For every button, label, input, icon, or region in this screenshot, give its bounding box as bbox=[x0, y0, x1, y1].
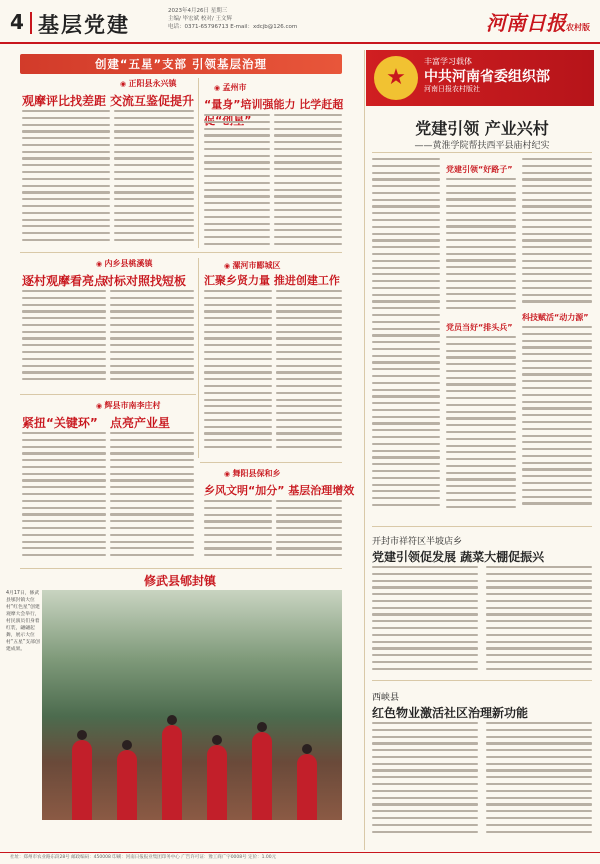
headline: “量身”培训强能力 比学赶超 bbox=[204, 98, 344, 111]
page-header bbox=[0, 0, 600, 44]
article-text bbox=[204, 500, 272, 562]
article-text bbox=[372, 566, 478, 676]
divider bbox=[372, 152, 592, 153]
header-editor: 主编/ 毕宏斌 校对/ 王文辉 bbox=[168, 16, 232, 22]
article-text bbox=[274, 114, 342, 250]
article-kicker: 西峡县 bbox=[372, 693, 400, 703]
promo-line1: 丰富学习载体 bbox=[424, 57, 472, 66]
dancer-figure bbox=[297, 754, 317, 820]
divider bbox=[20, 252, 342, 253]
headline: 对标对照找短板 bbox=[102, 274, 187, 288]
divider bbox=[372, 680, 592, 681]
dancer-figure bbox=[252, 732, 272, 820]
divider bbox=[200, 462, 342, 463]
article-text bbox=[486, 566, 592, 676]
headline: 紧扭“关键环” bbox=[22, 416, 98, 430]
dancer-figure bbox=[117, 750, 137, 820]
page-number: 4 bbox=[10, 10, 24, 34]
article-text bbox=[372, 158, 440, 518]
promo-banner bbox=[366, 50, 594, 106]
headline: 观摩评比找差距 bbox=[22, 94, 107, 108]
article-text bbox=[446, 178, 516, 318]
subheading: 党员当好“排头兵” bbox=[446, 323, 513, 332]
location-label: ◉ 正阳县永兴镇 bbox=[120, 78, 177, 89]
promo-line3: 河南日报农村版社 bbox=[424, 85, 480, 93]
subheading: 科技赋活“动力源” bbox=[522, 313, 589, 322]
page-bar bbox=[30, 12, 32, 34]
article-text bbox=[372, 722, 478, 842]
main-article-title: 党建引领 产业兴村 bbox=[415, 119, 549, 138]
article-text bbox=[22, 432, 106, 562]
header-info bbox=[168, 7, 308, 31]
divider bbox=[372, 526, 592, 527]
article-text bbox=[110, 290, 194, 390]
dancer-figure bbox=[72, 740, 92, 820]
article-text bbox=[276, 500, 342, 562]
article-text bbox=[486, 722, 592, 842]
article-text bbox=[446, 336, 516, 516]
article-text bbox=[114, 110, 194, 250]
newspaper-logo: 河南日报农村版 bbox=[486, 11, 590, 35]
photo-title: 修武县郇封镇 bbox=[143, 574, 216, 588]
headline: 乡风文明“加分” 基层治理增效 bbox=[204, 484, 355, 497]
left-column bbox=[0, 50, 360, 830]
location-label: ◉ 辉县市南李庄村 bbox=[96, 400, 161, 411]
header-date: 2023年4月26日 星期三 bbox=[168, 8, 228, 14]
divider bbox=[198, 258, 199, 458]
article-text bbox=[522, 326, 592, 516]
article-text bbox=[204, 290, 272, 456]
headline: 汇聚乡贤力量 推进创建工作 bbox=[204, 274, 340, 287]
main-article-subtitle: ——黄淮学院帮扶西平县庙村纪实 bbox=[414, 141, 550, 151]
article-text bbox=[204, 114, 270, 250]
dance-photo bbox=[42, 590, 342, 820]
location-label: ◉ 内乡县桃溪镇 bbox=[96, 258, 153, 269]
article-text bbox=[276, 290, 342, 456]
photo-caption: 4月17日，修武县郇封镇大位村“红色星”创建观摩大会举行，村民演员们身着红装，翩翩起舞，展示大位村“五星”支部创建成果。 bbox=[6, 591, 40, 652]
column-divider bbox=[364, 50, 365, 850]
promo-line2: 中共河南省委组织部 bbox=[424, 69, 550, 85]
footer: 社址：郑州市农业路东段28号 邮政编码：450008 印刷：河南日报报业集团印务中心 广告许可证：豫工商广字0008号 定价：1.00元 bbox=[0, 852, 600, 864]
article-text bbox=[522, 158, 592, 308]
party-emblem-icon: ★ bbox=[374, 56, 418, 100]
article-kicker: 开封市祥符区半坡店乡 bbox=[372, 537, 463, 547]
location-label: ◉ 舞阳县保和乡 bbox=[224, 468, 281, 479]
headline: 交流互鉴促提升 bbox=[110, 94, 195, 108]
dancer-figure bbox=[207, 745, 227, 820]
article-headline: 党建引领促发展 蔬菜大棚促振兴 bbox=[372, 550, 545, 564]
article-text bbox=[110, 432, 194, 562]
divider bbox=[20, 394, 196, 395]
topic-banner: 创建“五星”支部 引领基层治理 bbox=[20, 54, 342, 74]
header-contact: 电话：0371-65796713 E-mail：xdcjb@126.com bbox=[168, 24, 298, 30]
subheading: 党建引领“好路子” bbox=[446, 165, 513, 174]
article-headline: 红色物业激活社区治理新功能 bbox=[372, 706, 529, 720]
location-label: ◉ 孟州市 bbox=[214, 82, 247, 93]
article-text bbox=[22, 290, 106, 390]
headline: 逐村观摩看亮点 bbox=[22, 274, 107, 288]
article-text bbox=[22, 110, 110, 250]
dancer-figure bbox=[162, 725, 182, 820]
headline: 点亮产业星 bbox=[110, 416, 171, 430]
divider bbox=[198, 78, 199, 248]
section-title: 基层党建 bbox=[38, 13, 130, 37]
divider bbox=[20, 568, 342, 569]
location-label: ◉ 漯河市郾城区 bbox=[224, 260, 281, 271]
